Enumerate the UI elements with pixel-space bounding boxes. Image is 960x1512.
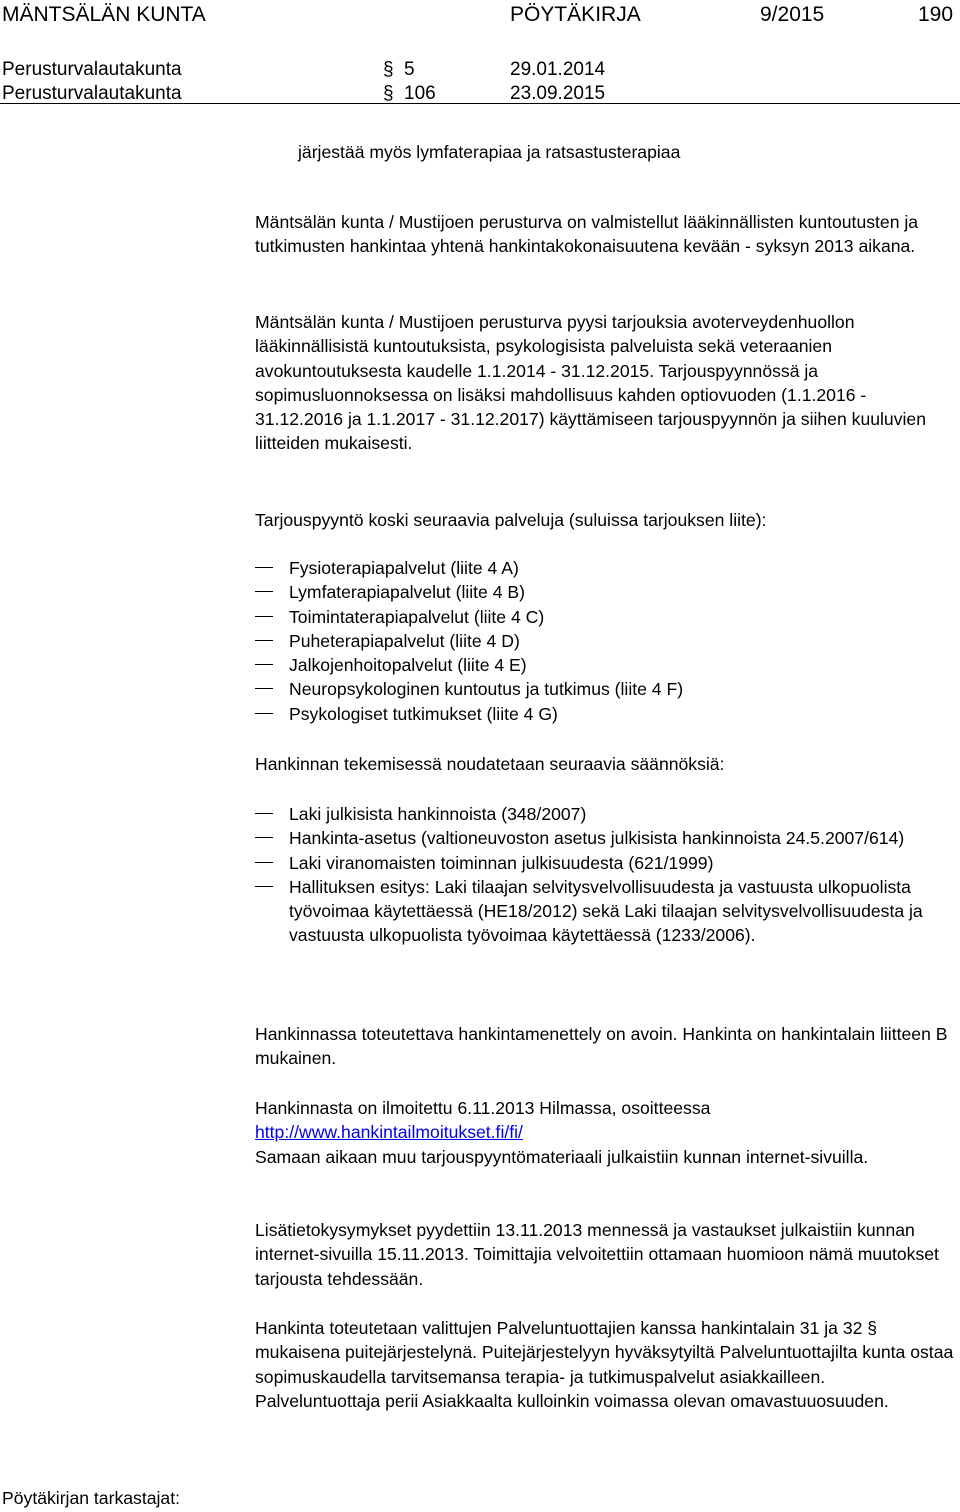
section-symbol-2: § (383, 83, 394, 104)
dash-bullet (255, 713, 273, 714)
header-date-1: 29.01.2014 (510, 59, 606, 80)
doc-type: PÖYTÄKIRJA (510, 3, 641, 26)
header-body-2: Perusturvalautakunta (2, 83, 182, 104)
paragraph-preparation: Mäntsälän kunta / Mustijoen perusturva on valmistellut lääkinnällisten kuntoutusten ja tutkimusten hankintaa yhtenä hankintakokonaisuutena kevään - syksyn 2013 aikana. (255, 212, 919, 257)
dash-bullet (255, 886, 273, 887)
dash-bullet (255, 813, 273, 814)
list-item: Toimintaterapiapalvelut (liite 4 C) (255, 605, 955, 629)
header-number-1: 5 (404, 59, 415, 80)
announcement-followup: Samaan aikaan muu tarjouspyyntömateriaali julkaistiin kunnan internet-sivuilla. (255, 1146, 869, 1167)
dash-bullet (255, 616, 273, 617)
paragraph-services-intro: Tarjouspyyntö koski seuraavia palveluja (suluissa tarjouksen liite): (255, 510, 767, 530)
list-item: Hallituksen esitys: Laki tilaajan selvitysvelvollisuudesta ja vastuusta ulkopuolista työvoimaa käytettäessä (HE18/2012) sekä Laki tilaajan selvitysvelvollisuudesta ja vastuusta ulkopuolista työvoimaa käytettäessä (1233/2006). (255, 875, 955, 948)
page-number: 190 (918, 3, 954, 26)
hilma-link[interactable]: http://www.hankintailmoitukset.fi/fi/ (255, 1122, 523, 1143)
issue-number: 9/2015 (760, 3, 825, 26)
list-item: Neuropsykologinen kuntoutus ja tutkimus (liite 4 F) (255, 677, 955, 701)
services-list (255, 556, 955, 726)
list-item: Fysioterapiapalvelut (liite 4 A) (255, 556, 955, 580)
dash-bullet (255, 567, 273, 568)
paragraph-announcement (255, 1096, 955, 1169)
paragraph-questions: Lisätietokysymykset pyydettiin 13.11.2013 mennessä ja vastaukset julkaistiin kunnan internet-sivuilla 15.11.2013. Toimittajia velvoitettiin ottamaan huomioon nämä muutokset tarjousta tehdessään. (255, 1220, 939, 1289)
section-symbol-1: § (383, 59, 394, 80)
paragraph-tender-request: Mäntsälän kunta / Mustijoen perusturva pyysi tarjouksia avoterveydenhuollon lääkinnällisistä kuntoutuksista, psykologisista palveluista sekä veteraanien avokuntoutuksesta kaudelle 1.1.2014 - 31.12.2015. Tarjouspyynnössä ja sopimusluonnoksessa on lisäksi mahdollisuus kahden optiovuoden (1.1.2016 - 31.12.2016 ja 1.1.2017 - 31.12.2017) käyttämiseen tarjouspyynnön ja siihen kuuluvien liitteiden mukaisesti. (255, 312, 926, 454)
announcement-text: Hankinnasta on ilmoitettu 6.11.2013 Hilmassa, osoitteessa (255, 1098, 711, 1118)
dash-bullet (255, 591, 273, 592)
paragraph-regulations-intro: Hankinnan tekemisessä noudatetaan seuraavia säännöksiä: (255, 754, 725, 774)
header-body-1: Perusturvalautakunta (2, 59, 182, 80)
dash-bullet (255, 862, 273, 863)
header-divider (0, 103, 960, 104)
dash-bullet (255, 837, 273, 838)
list-item: Hankinta-asetus (valtioneuvoston asetus julkisista hankinnoista 24.5.2007/614) (255, 826, 955, 850)
regulations-list (255, 802, 955, 948)
list-item: Jalkojenhoitopalvelut (liite 4 E) (255, 653, 955, 677)
list-item: Psykologiset tutkimukset (liite 4 G) (255, 702, 955, 726)
paragraph-framework: Hankinta toteutetaan valittujen Palveluntuottajien kanssa hankintalain 31 ja 32 § mukaisena puitejärjestelynä. Puitejärjestelyyn hyväksytyiltä Palveluntuottajilta kunta ostaa sopimuskaudella tarvitsemansa terapia- ja tutkimuspalvelut asiakkailleen. Palveluntuottaja perii Asiakkaalta kulloinkin voimassa olevan omavastuuosuuden. (255, 1318, 954, 1411)
dash-bullet (255, 640, 273, 641)
list-item: Laki julkisista hankinnoista (348/2007) (255, 802, 955, 826)
list-item: Laki viranomaisten toiminnan julkisuudesta (621/1999) (255, 851, 955, 875)
document-header (0, 0, 960, 106)
header-date-2: 23.09.2015 (510, 83, 606, 104)
list-item: Lymfaterapiapalvelut (liite 4 B) (255, 580, 955, 604)
org-name: MÄNTSÄLÄN KUNTA (2, 3, 206, 26)
paragraph-procedure: Hankinnassa toteutettava hankintamenettely on avoin. Hankinta on hankintalain liitteen B mukainen. (255, 1024, 948, 1069)
intro-line: järjestää myös lymfaterapiaa ja ratsastusterapiaa (298, 142, 681, 162)
list-item: Puheterapiapalvelut (liite 4 D) (255, 629, 955, 653)
dash-bullet (255, 664, 273, 665)
header-number-2: 106 (404, 83, 436, 104)
footer-label: Pöytäkirjan tarkastajat: (2, 1488, 180, 1508)
dash-bullet (255, 688, 273, 689)
